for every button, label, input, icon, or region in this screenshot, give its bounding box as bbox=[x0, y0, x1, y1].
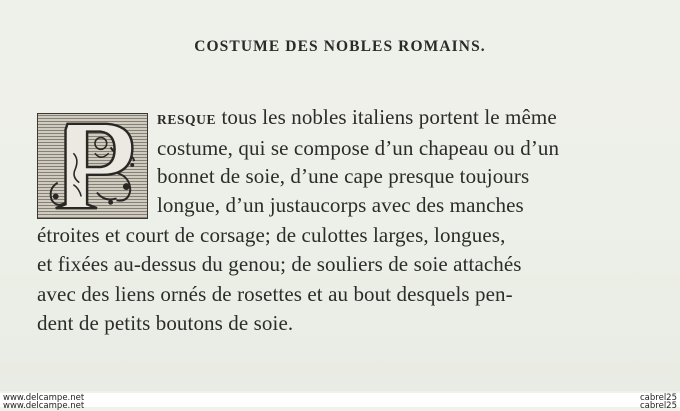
watermark-right bbox=[640, 394, 677, 410]
drop-cap-letter-icon bbox=[38, 114, 147, 218]
watermark-left-bottom: www.delcampe.net bbox=[3, 401, 85, 411]
first-word-small-caps: RESQUE bbox=[157, 112, 217, 127]
paragraph-line-4: longue, d’un justaucorps avec des manches bbox=[157, 193, 524, 217]
watermark-left bbox=[3, 394, 84, 410]
watermark-right-top: cabrel25 bbox=[640, 393, 677, 403]
line-text: tous les nobles italiens portent le même bbox=[221, 105, 557, 129]
paragraph-line-7: avec des liens ornés de rosettes et au bout desquels pen- bbox=[37, 282, 513, 306]
watermark-left-top: www.delcampe.net bbox=[3, 393, 85, 403]
paragraph-line-1 bbox=[157, 105, 557, 130]
watermark-right-bottom: cabrel25 bbox=[640, 401, 677, 411]
paragraph-line-8: dent de petits boutons de soie. bbox=[37, 311, 294, 335]
paragraph-line-5: étroites et court de corsage; de culottes larges, longues, bbox=[37, 223, 506, 247]
page-title: COSTUME DES NOBLES ROMAINS. bbox=[194, 38, 486, 55]
paragraph-line-3: bonnet de soie, d’une cape presque toujours bbox=[157, 164, 530, 188]
watermark-bar bbox=[0, 393, 680, 411]
ornamental-drop-cap bbox=[37, 113, 148, 219]
paragraph-line-2: costume, qui se compose d’un chapeau ou d’un bbox=[157, 136, 560, 160]
paragraph-line-6: et fixées au-dessus du genou; de souliers de soie attachés bbox=[37, 252, 522, 276]
